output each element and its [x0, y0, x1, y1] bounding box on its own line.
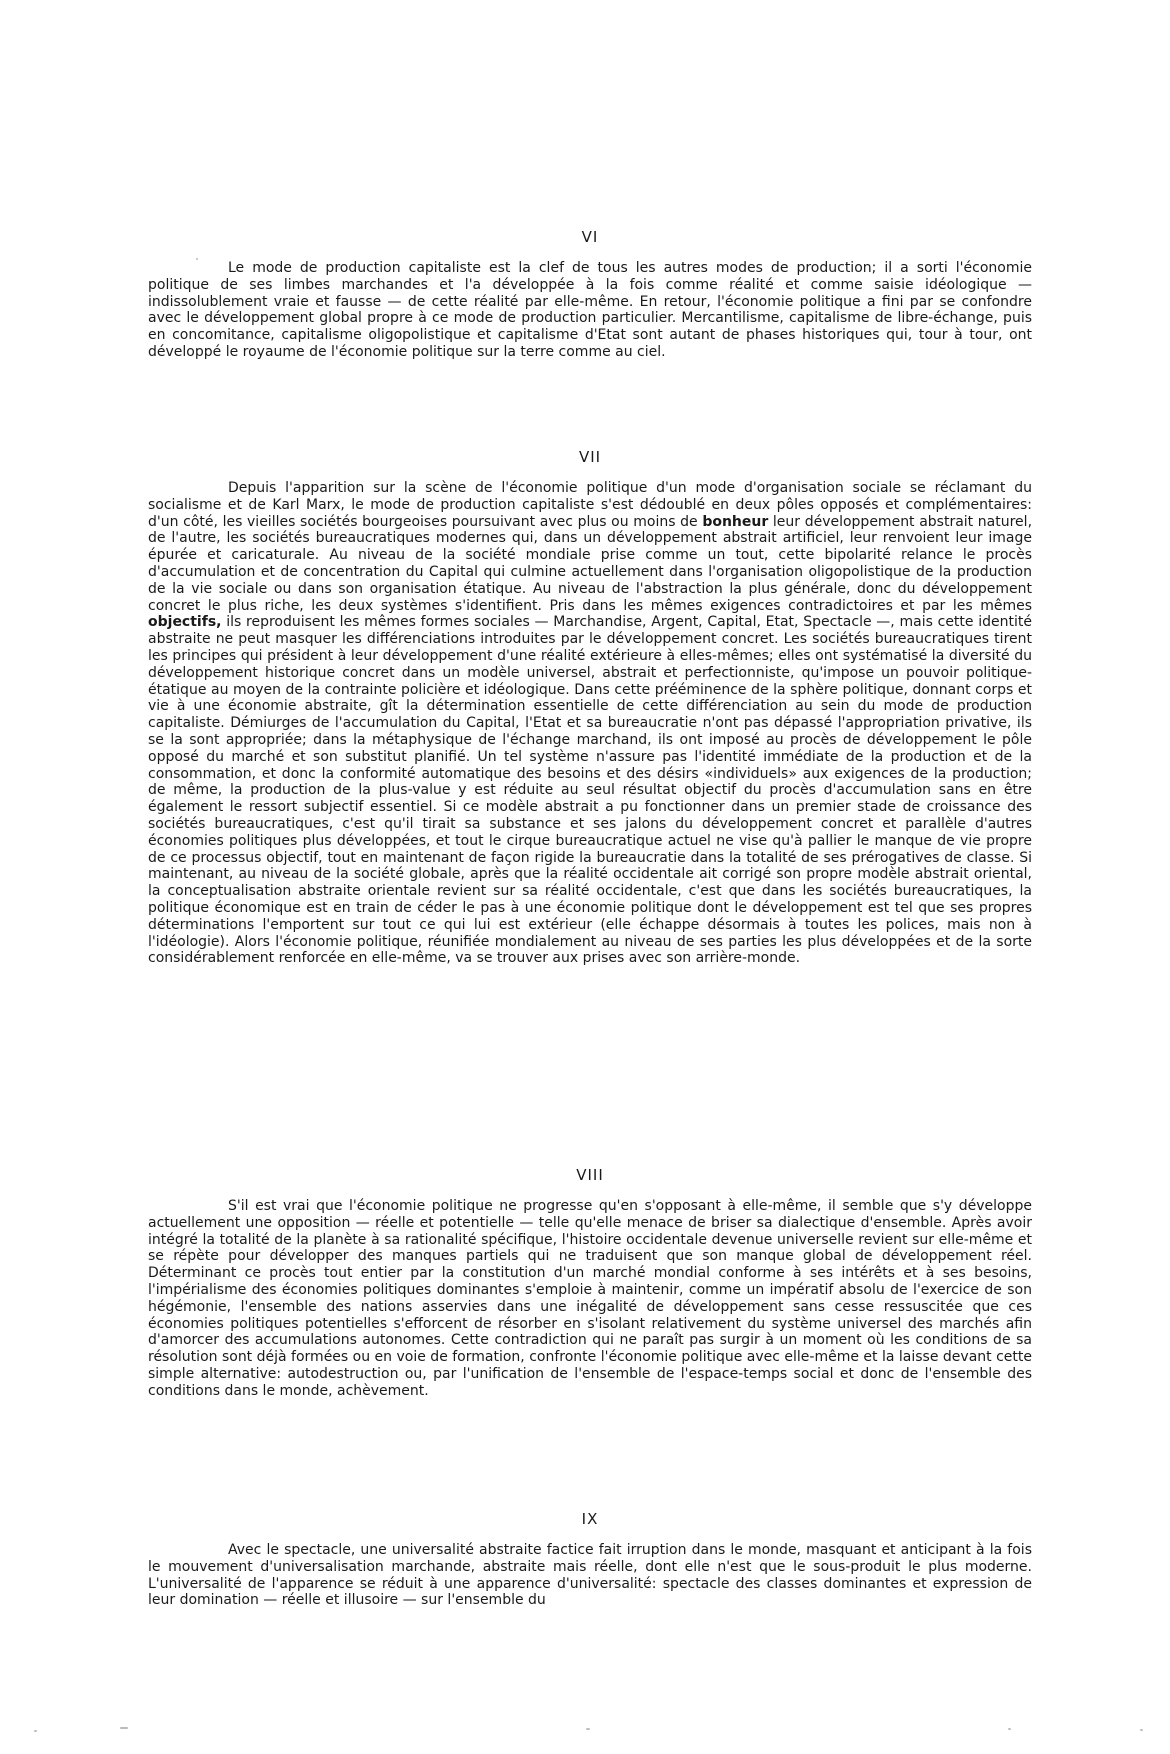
scan-speck: [586, 1728, 590, 1730]
section-ix: [148, 1510, 1032, 1609]
section-paragraph: S'il est vrai que l'économie politique ne progresse qu'en s'opposant à elle-même, il semble que s'y développe actuellement une opposition — réelle et potentielle — telle qu'elle menace de briser sa dialectique d'ensemble. Après avoir intégré la totalité de la planète à sa rationalité spécifique, l'histoire occidentale devenue universelle revient sur elle-même et se répète pour développer des manques partiels qui ne traduisent que son manque global de développement réel. Déterminant ce procès tout entier par la constitution d'un marché mondial conforme à ses intérêts et à ses besoins, l'impérialisme des économies politiques dominantes s'emploie à maintenir, comme un impératif absolu de l'exercice de son hégémonie, l'ensemble des nations asservies dans une inégalité de développement sans cesse ressuscitée que ces économies politiques potentielles s'efforcent de résorber en s'isolant relativement du système universel des marchés afin d'amorcer des accumulations autonomes. Cette contradiction qui ne paraît pas surgir à un moment où les conditions de sa résolution sont déjà formées ou en voie de formation, confronte l'économie politique avec elle-même et la laisse devant cette simple alternative: autodestruction ou, par l'unification de l'ensemble de l'espace-temps social et donc de l'ensemble des conditions dans le monde, achèvement.: [148, 1198, 1032, 1399]
section-viii: [148, 1166, 1032, 1400]
section-heading: VI: [581, 228, 599, 246]
scan-speck: [196, 258, 198, 260]
section-vi: [148, 228, 1032, 361]
scan-speck: [1140, 1729, 1143, 1731]
section-vii: [148, 448, 1032, 967]
section-heading: VII: [578, 448, 602, 466]
scan-speck: [120, 1727, 128, 1729]
paragraph-text: ils reproduisent les mêmes formes sociales — Marchandise, Argent, Capital, Etat, Spectacle —, mais cette identité abstraite ne peut masquer les différenciations introduites par le développement concret. Les sociétés bureaucratiques tirent les principes qui président à leur développement d'une réalité extérieure à elles-mêmes; elles ont systématisé la diversité du développement historique concret dans un modèle universel, abstrait et perfectionniste, qu'impose un pouvoir politique-étatique au moyen de la contrainte policière et idéologique. Dans cette prééminence de la sphère politique, donnant corps et vie à une économie abstraite, gît la détermination essentielle de cette différenciation au sein du mode de production capitaliste. Démiurges de l'accumulation du Capital, l'Etat et sa bureaucratie n'ont pas dépassé l'appropriation privative, ils se la sont appropriée; dans la métaphysique de l'échange marchand, ils ont imposé au procès de développement le pôle opposé du marché et son substitut planifié. Un tel système n'assure pas l'identité immédiate de la production et de la consommation, et donc la conformité automatique des besoins et des désirs «individuels» aux exigences de la production; de même, la production de la plus-value y est réduite au seul résultat objectif du procès d'accumulation sans en être également le ressort subjectif essentiel. Si ce modèle abstrait a pu fonctionner dans un premier stade de croissance des sociétés bureaucratiques, c'est qu'il tirait sa substance et ses jalons du développement concret et parallèle d'autres économies politiques plus développées, et tout le cirque bureaucratique actuel ne vise qu'à pallier le manque de vie propre de ce processus objectif, tout en maintenant de façon rigide la bureaucratie dans la totalité de ses prérogatives de classe. Si maintenant, au niveau de la société globale, après que la réalité occidentale ait corrigé son propre modèle abstrait oriental, la conceptualisation abstraite orientale revient sur sa réalité occidentale, c'est que dans les sociétés bureaucratiques, la politique économique est en train de céder le pas à une économie politique dont le développement est tel que ses propres déterminations l'emportent sur tout ce qui lui est extérieur (elle échappe désormais à toutes les polices, mais non à l'idéologie). Alors l'économie politique, réunifiée mondialement au niveau de ses parties les plus développées et de la sorte considérablement renforcée en elle-même, va se trouver aux prises avec son arrière-monde.: [148, 614, 1032, 967]
section-paragraph: Le mode de production capitaliste est la clef de tous les autres modes de production; il a sorti l'économie politique de ses limbes marchandes et l'a développée à la fois comme réalité et comme saisie idéologique — indissolublement vraie et fausse — de cette réalité par elle-même. En retour, l'économie politique a fini par se confondre avec le développement global propre à ce mode de production particulier. Mercantilisme, capitalisme de libre-échange, puis en concomitance, capitalisme oligopolistique et capitalisme d'Etat sont autant de phases historiques qui, tour à tour, ont développé le royaume de l'économie politique sur la terre comme au ciel.: [148, 260, 1032, 360]
paragraph-text: Depuis l'apparition sur la scène de l'économie politique d'un mode d'organisation sociale se réclamant du socialisme et de Karl Marx, le mode de production capitaliste s'est dédoublé en deux pôles opposés et complémentaires: d'un côté, les vieilles sociétés bourgeoises poursuivant avec plus ou moins de: [148, 480, 1032, 530]
scan-speck: [1008, 1728, 1011, 1730]
paragraph-text: leur développement abstrait naturel, de l'autre, les sociétés bureaucratiques modernes qui, dans un développement abstrait artificiel, leur renvoient leur image épurée et caricaturale. Au niveau de la société mondiale prise comme un tout, cette bipolarité relance le procès d'accumulation et de concentration du Capital qui culmine actuellement dans l'organisation oligopolistique de la production de la vie sociale ou dans son organisation étatique. Au niveau de l'abstraction la plus générale, donc du développement concret le plus riche, les deux systèmes s'identifient. Pris dans les mêmes exigences contradictoires et par les mêmes: [148, 513, 1033, 614]
section-paragraph: Avec le spectacle, une universalité abstraite factice fait irruption dans le monde, masquant et anticipant à la fois le mouvement d'universalisation marchande, abstraite mais réelle, dont elle n'est que le sous-produit le plus moderne. L'universalité de l'apparence se réduit à une apparence d'universalité: spectacle des classes dominantes et expression de leur domination — réelle et illusoire — sur l'ensemble du: [148, 1542, 1032, 1609]
scan-speck: [34, 1730, 37, 1732]
section-heading: VIII: [576, 1166, 604, 1184]
section-heading: IX: [581, 1510, 599, 1528]
bold-word: objectifs,: [148, 614, 222, 631]
section-paragraph: [148, 480, 1032, 967]
bold-word: bonheur: [702, 513, 769, 530]
